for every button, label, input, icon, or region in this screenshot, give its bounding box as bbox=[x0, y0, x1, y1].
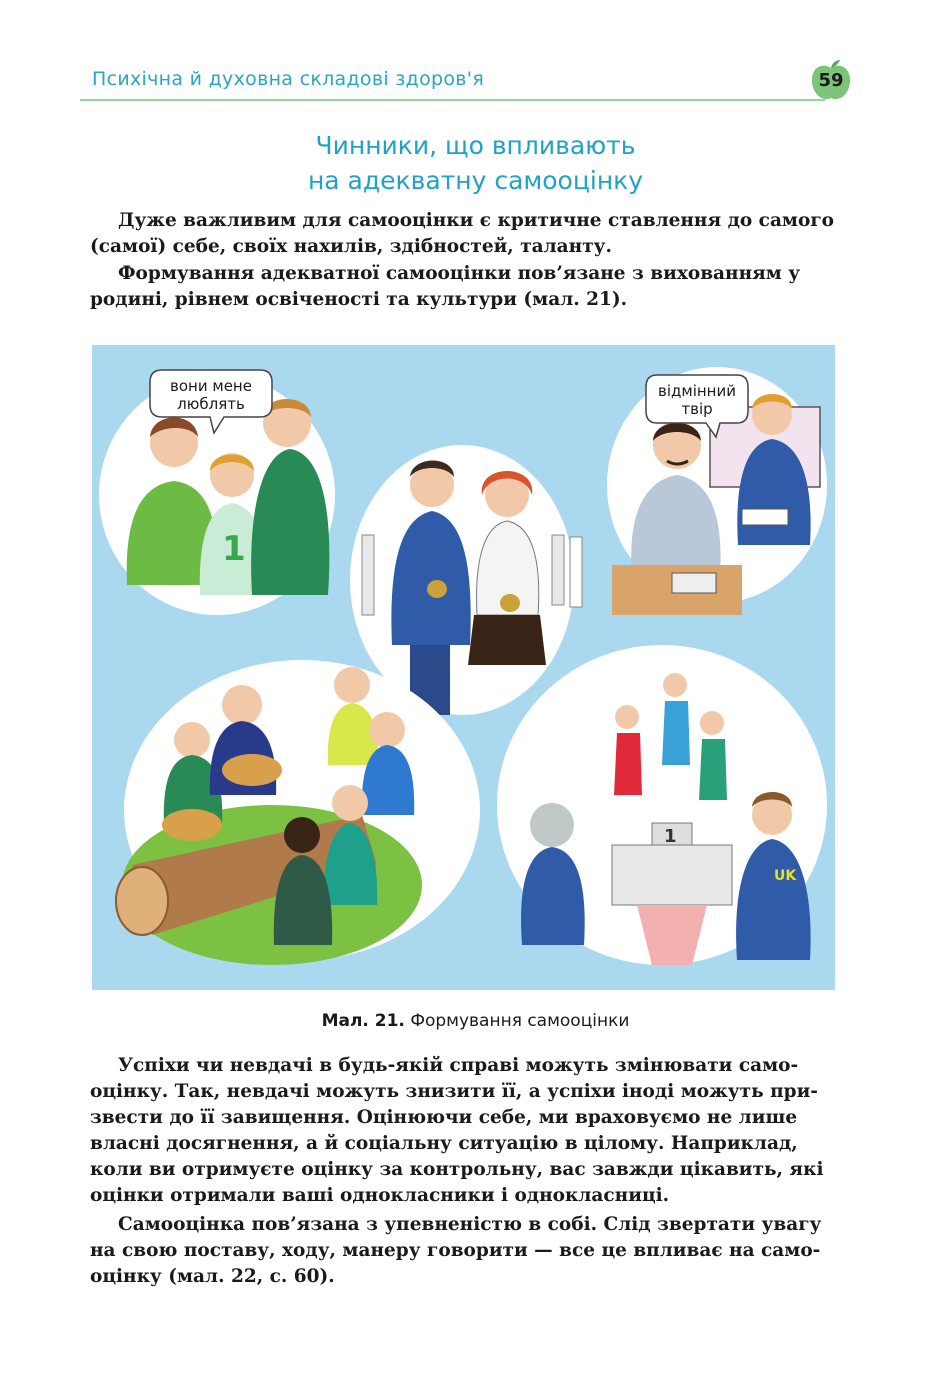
text-line: Дуже важливим для самооцінки є критичне ставлення до самого bbox=[118, 210, 835, 231]
book-icon bbox=[742, 509, 788, 525]
running-header: Психічна й духовна складові здоров'я bbox=[92, 68, 485, 90]
text-line: на свою поставу, ходу, манеру говорити — все це впливає на само- bbox=[90, 1240, 821, 1261]
section-title-line-1: Чинники, що впливають bbox=[315, 131, 636, 160]
illustration-self-esteem bbox=[92, 345, 835, 990]
trophy-icon bbox=[500, 594, 520, 612]
intro-paragraph-1 bbox=[90, 208, 835, 260]
figure-caption bbox=[0, 1011, 951, 1031]
bubble-line: твір bbox=[681, 400, 713, 418]
shirt-number: 1 bbox=[222, 529, 246, 569]
section-title bbox=[0, 128, 951, 198]
header-divider bbox=[80, 99, 825, 101]
text-line: оцінки отримали ваші однокласники і однокласниці. bbox=[90, 1185, 670, 1206]
caption-label: Мал. 21. bbox=[321, 1011, 405, 1031]
text-line: звести до її завищення. Оцінюючи себе, ми враховуємо не лише bbox=[90, 1107, 798, 1128]
page-number: 59 bbox=[818, 70, 844, 91]
text-line: Самооцінка пов’язана з упевненістю в собі. Слід звертати увагу bbox=[118, 1214, 822, 1235]
bubble-line: люблять bbox=[177, 395, 245, 413]
bubble-line: вони мене bbox=[170, 377, 252, 395]
text-line: (самої) себе, своїх нахилів, здібностей, таланту. bbox=[90, 236, 612, 257]
text-line: оцінку (мал. 22, с. 60). bbox=[90, 1266, 335, 1287]
text-line: Успіхи чи невдачі в будь-якій справі можуть змінювати само- bbox=[118, 1055, 799, 1076]
podium-number: 1 bbox=[664, 826, 677, 847]
podium-scene bbox=[497, 645, 827, 965]
body-paragraph-1 bbox=[90, 1053, 835, 1209]
text-line: родині, рівнем освіченості та культури (мал. 21). bbox=[90, 289, 628, 310]
caption-text: Формування самооцінки bbox=[410, 1011, 630, 1031]
text-line: коли ви отримуєте оцінку за контрольну, вас завжди цікавить, які bbox=[90, 1159, 824, 1180]
text-line: оцінку. Так, невдачі можуть знизити її, а успіхи іноді можуть при- bbox=[90, 1081, 818, 1102]
text-line: власні досягнення, а й соціальну ситуацію в цілому. Наприклад, bbox=[90, 1133, 798, 1154]
trophy-icon bbox=[427, 580, 447, 598]
intro-paragraph-2 bbox=[90, 261, 835, 313]
bubble-line: відмінний bbox=[658, 382, 736, 400]
body-paragraph-2 bbox=[90, 1212, 835, 1290]
jacket-label: UK bbox=[774, 868, 797, 884]
text-line: Формування адекватної самооцінки пов’язане з вихованням у bbox=[118, 263, 801, 284]
section-title-line-2: на адекватну самооцінку bbox=[307, 166, 644, 195]
